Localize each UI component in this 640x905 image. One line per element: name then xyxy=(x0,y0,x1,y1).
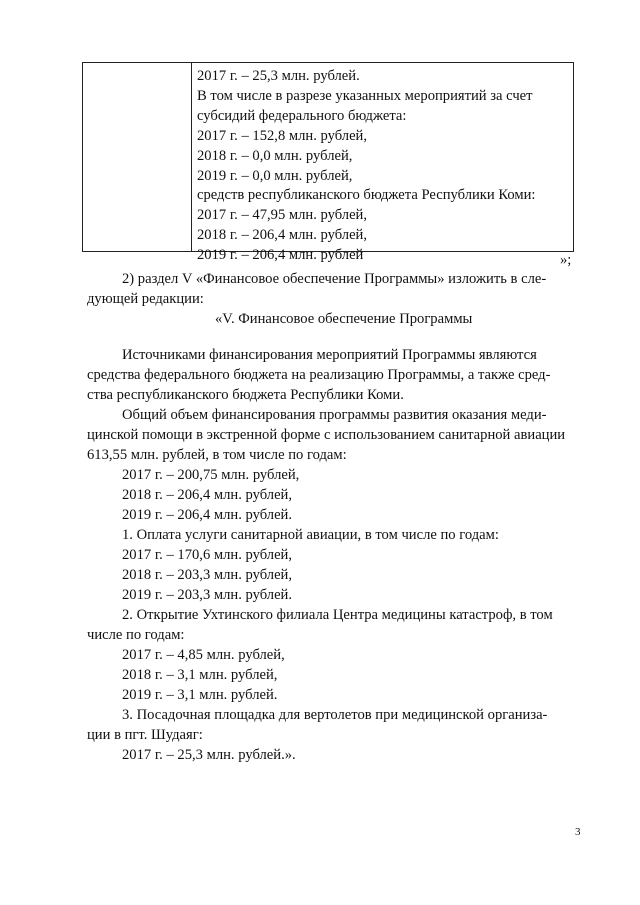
table-line: 2017 г. – 152,8 млн. рублей, xyxy=(197,127,368,144)
paragraph-2-line-1: Общий объем финансирования программы развития оказания меди- xyxy=(122,407,547,423)
paragraph-2-line-2: цинской помощи в экстренной форме с использованием санитарной авиации xyxy=(87,427,566,443)
item-3-title-line-1: 3. Посадочная площадка для вертолетов при медицинской организа- xyxy=(122,707,548,723)
paragraph-1-line-2: средства федерального бюджета на реализацию Программы, а также сред- xyxy=(87,367,551,383)
item-2-title-line-2: числе по годам: xyxy=(87,627,185,643)
total-year-2019: 2019 г. – 206,4 млн. рублей. xyxy=(122,507,293,523)
page-number: 3 xyxy=(575,826,581,838)
amendment-item-2-line-2: дующей редакции: xyxy=(87,291,204,307)
item-1-year-2017: 2017 г. – 170,6 млн. рублей, xyxy=(122,547,293,563)
paragraph-1-line-3: ства республиканского бюджета Республики Коми. xyxy=(87,387,404,403)
item-2-year-2017: 2017 г. – 4,85 млн. рублей, xyxy=(122,647,285,663)
funding-table xyxy=(82,62,574,264)
item-1-year-2019: 2019 г. – 203,3 млн. рублей. xyxy=(122,587,293,603)
table-line-justified xyxy=(197,87,567,107)
amendment-item-2-line-1: 2) раздел V «Финансовое обеспечение Программы» изложить в сле- xyxy=(122,271,547,287)
total-year-2018: 2018 г. – 206,4 млн. рублей, xyxy=(122,487,293,503)
table-column-divider xyxy=(191,63,192,251)
table-line: 2017 г. – 25,3 млн. рублей. xyxy=(197,68,360,84)
table-cell xyxy=(197,67,567,266)
table-line: В том числе в разрезе указанных мероприятий за счет xyxy=(197,87,533,104)
item-1-title: 1. Оплата услуги санитарной авиации, в том числе по годам: xyxy=(122,527,499,543)
item-3-year-2017: 2017 г. – 25,3 млн. рублей.». xyxy=(122,747,296,763)
table-line: 2019 г. – 206,4 млн. рублей xyxy=(197,247,364,264)
table-line: 2018 г. – 206,4 млн. рублей, xyxy=(197,227,368,244)
item-2-year-2018: 2018 г. – 3,1 млн. рублей, xyxy=(122,667,278,683)
closing-quote-mark: »; xyxy=(560,252,572,268)
item-3-title-line-2: ции в пгт. Шудаяг: xyxy=(87,727,203,743)
item-1-year-2018: 2018 г. – 203,3 млн. рублей, xyxy=(122,567,293,583)
table-line: средств республиканского бюджета Республики Коми: xyxy=(197,187,536,204)
paragraph-2-line-3: 613,55 млн. рублей, в том числе по годам: xyxy=(87,447,347,463)
table-line: 2019 г. – 0,0 млн. рублей, xyxy=(197,167,353,184)
item-2-year-2019: 2019 г. – 3,1 млн. рублей. xyxy=(122,687,278,703)
table-line: 2018 г. – 0,0 млн. рублей, xyxy=(197,147,353,164)
table-line: субсидий федерального бюджета: xyxy=(197,107,407,124)
item-2-title-line-1: 2. Открытие Ухтинского филиала Центра медицины катастроф, в том xyxy=(122,607,553,623)
table-line: 2017 г. – 47,95 млн. рублей, xyxy=(197,207,368,224)
paragraph-1-line-1: Источниками финансирования мероприятий Программы являются xyxy=(122,347,537,363)
section-title: «V. Финансовое обеспечение Программы xyxy=(215,311,473,327)
total-year-2017: 2017 г. – 200,75 млн. рублей, xyxy=(122,467,300,483)
